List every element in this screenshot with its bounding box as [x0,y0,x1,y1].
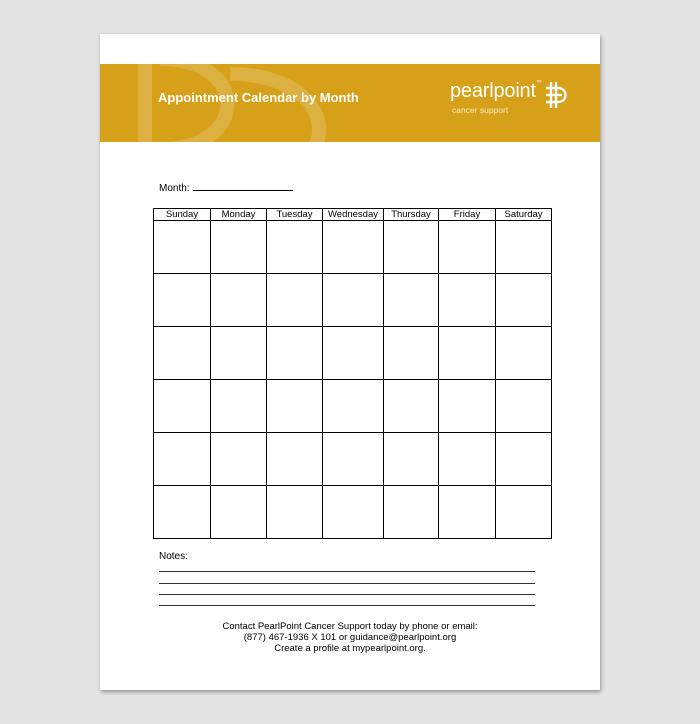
notes-label: Notes: [159,551,188,562]
weekday-friday: Friday [439,209,496,221]
week-row [154,380,552,433]
day-cell [496,327,552,380]
pearlpoint-mark-icon [542,80,572,110]
week-row [154,433,552,486]
day-cell [154,486,211,539]
day-cell [496,380,552,433]
day-cell [384,380,439,433]
day-cell [154,433,211,486]
note-line [159,583,535,584]
day-cell [267,486,323,539]
day-cell [211,486,267,539]
month-label: Month: [159,183,190,194]
week-row [154,327,552,380]
week-row [154,274,552,327]
day-cell [323,221,384,274]
weekday-saturday: Saturday [496,209,552,221]
day-cell [439,486,496,539]
day-cell [154,274,211,327]
day-cell [323,327,384,380]
day-cell [154,380,211,433]
weekday-sunday: Sunday [154,209,211,221]
month-blank-line [193,181,293,191]
weekday-thursday: Thursday [384,209,439,221]
weekday-monday: Monday [211,209,267,221]
document-page [100,34,600,690]
note-line [159,571,535,572]
logo-wordmark: pearlpoint™ [450,80,542,102]
day-cell [439,327,496,380]
day-cell [496,221,552,274]
day-cell [267,433,323,486]
weekday-tuesday: Tuesday [267,209,323,221]
header-banner [100,64,600,142]
day-cell [267,327,323,380]
calendar-grid [153,208,552,539]
day-cell [211,327,267,380]
note-line [159,605,535,606]
day-cell [267,221,323,274]
calendar-weeks [154,221,552,539]
month-field [159,181,293,194]
day-cell [384,433,439,486]
day-cell [211,380,267,433]
day-cell [439,221,496,274]
day-cell [323,486,384,539]
day-cell [384,486,439,539]
day-cell [267,380,323,433]
day-cell [496,486,552,539]
weekday-wednesday: Wednesday [323,209,384,221]
logo-subtitle: cancer support [452,105,509,115]
day-cell [267,274,323,327]
contact-footer [100,621,600,654]
weekday-header-row [154,209,552,221]
pearlpoint-logo [450,80,580,130]
day-cell [154,327,211,380]
day-cell [384,221,439,274]
day-cell [384,327,439,380]
day-cell [323,433,384,486]
day-cell [211,433,267,486]
day-cell [211,221,267,274]
contact-line-1: Contact PearlPoint Cancer Support today by phone or email: [222,621,478,632]
day-cell [439,433,496,486]
day-cell [211,274,267,327]
note-line [159,594,535,595]
contact-line-3: Create a profile at mypearlpoint.org. [274,643,426,654]
week-row [154,221,552,274]
page-title: Appointment Calendar by Month [158,90,359,105]
contact-line-2: (877) 467-1936 X 101 or guidance@pearlpoint.org [243,632,457,643]
week-row [154,486,552,539]
day-cell [323,380,384,433]
day-cell [496,274,552,327]
day-cell [496,433,552,486]
day-cell [323,274,384,327]
day-cell [439,274,496,327]
day-cell [439,380,496,433]
day-cell [384,274,439,327]
day-cell [154,221,211,274]
